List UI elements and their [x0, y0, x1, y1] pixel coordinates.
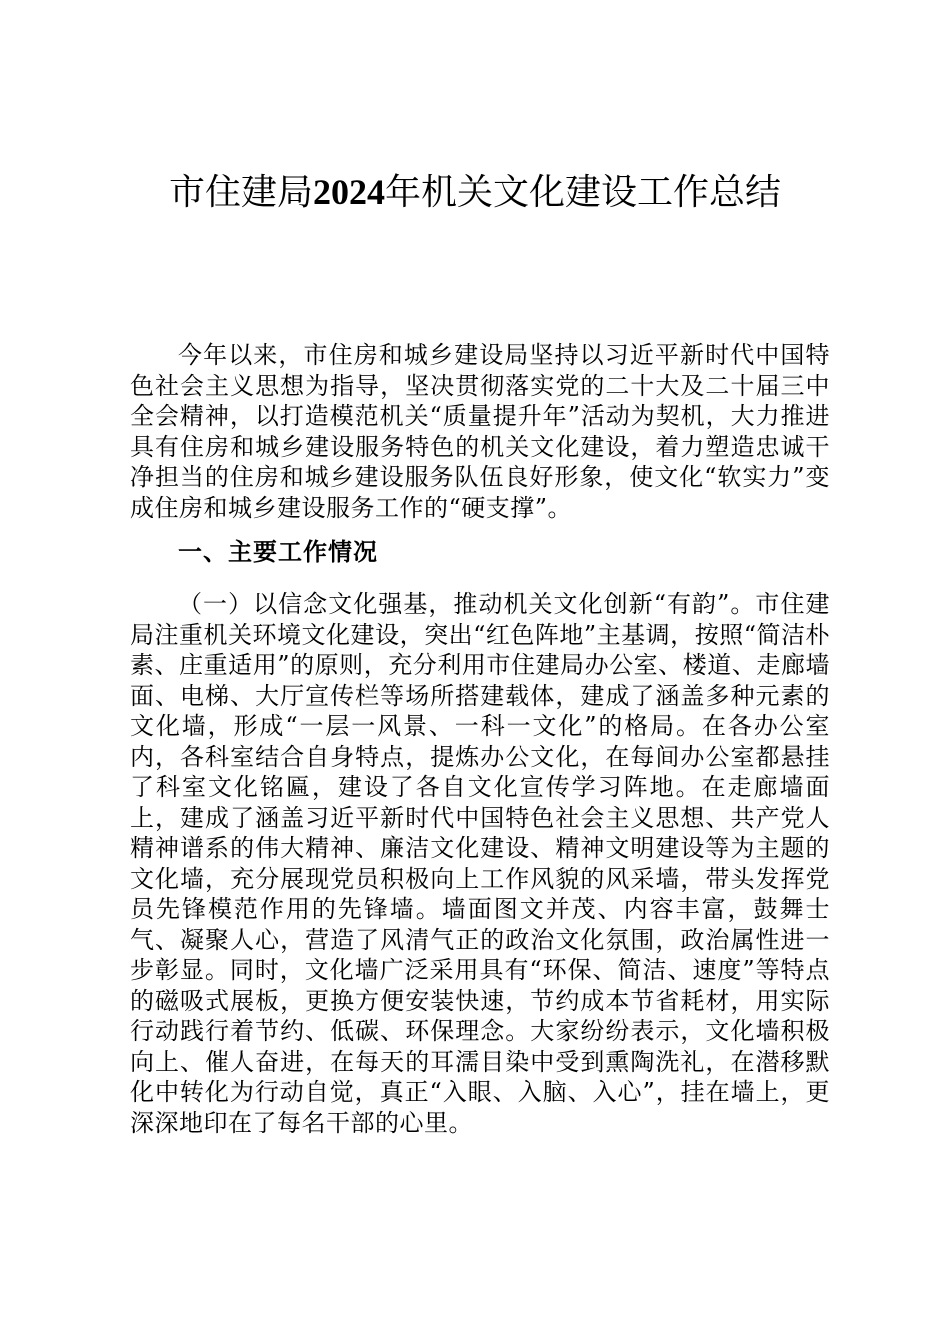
- section1-paragraph-block: [130, 589, 830, 1138]
- document-title: [0, 166, 950, 219]
- title-suffix: 年机关文化建设工作总结: [385, 172, 782, 213]
- section-heading: 一、主要工作情况: [178, 537, 378, 566]
- intro-paragraph: 今年以来，市住房和城乡建设局坚持以习近平新时代中国特色社会主义思想为指导，坚决贯彻落实党的二十大及二十届三中全会精神，以打造模范机关“质量提升年”活动为契机，大力推进具有住房和城乡建设服务特色的机关文化建设，着力塑造忠诚干净担当的住房和城乡建设服务队伍良好形象，使文化“软实力”变成住房和城乡建设服务工作的“硬支撑”。: [130, 341, 830, 522]
- title-prefix: 市住建局: [168, 172, 313, 213]
- intro-paragraph-block: [130, 340, 830, 523]
- section1-paragraph: （一）以信念文化强基，推动机关文化创新“有韵”。市住建局注重机关环境文化建设，突出“红色阵地”主基调，按照“简洁朴素、庄重适用”的原则，充分利用市住建局办公室、楼道、走廊墙面、电梯、大厅宣传栏等场所搭建载体，建成了涵盖多种元素的文化墙，形成“一层一风景、一科一文化”的格局。在各办公室内，各科室结合自身特点，提炼办公文化，在每间办公室都悬挂了科室文化铭匾，建设了各自文化宣传学习阵地。在走廊墙面上，建成了涵盖习近平新时代中国特色社会主义思想、共产党人精神谱系的伟大精神、廉洁文化建设、精神文明建设等为主题的文化墙，充分展现党员积极向上工作风貌的风采墙，带头发挥党员先锋模范作用的先锋墙。墙面图文并茂、内容丰富，鼓舞士气、凝聚人心，营造了风清气正的政治文化氛围，政治属性进一步彰显。同时，文化墙广泛采用具有“环保、简洁、速度”等特点的磁吸式展板，更换方便安装快速，节约成本节省耗材，用实际行动践行着节约、低碳、环保理念。大家纷纷表示，文化墙积极向上、催人奋进，在每天的耳濡目染中受到熏陶洗礼，在潜移默化中转化为行动自觉，真正“入眼、入脑、入心”，挂在墙上，更深深地印在了每名干部的心里。: [130, 590, 830, 1137]
- title-year: 2024: [313, 172, 385, 212]
